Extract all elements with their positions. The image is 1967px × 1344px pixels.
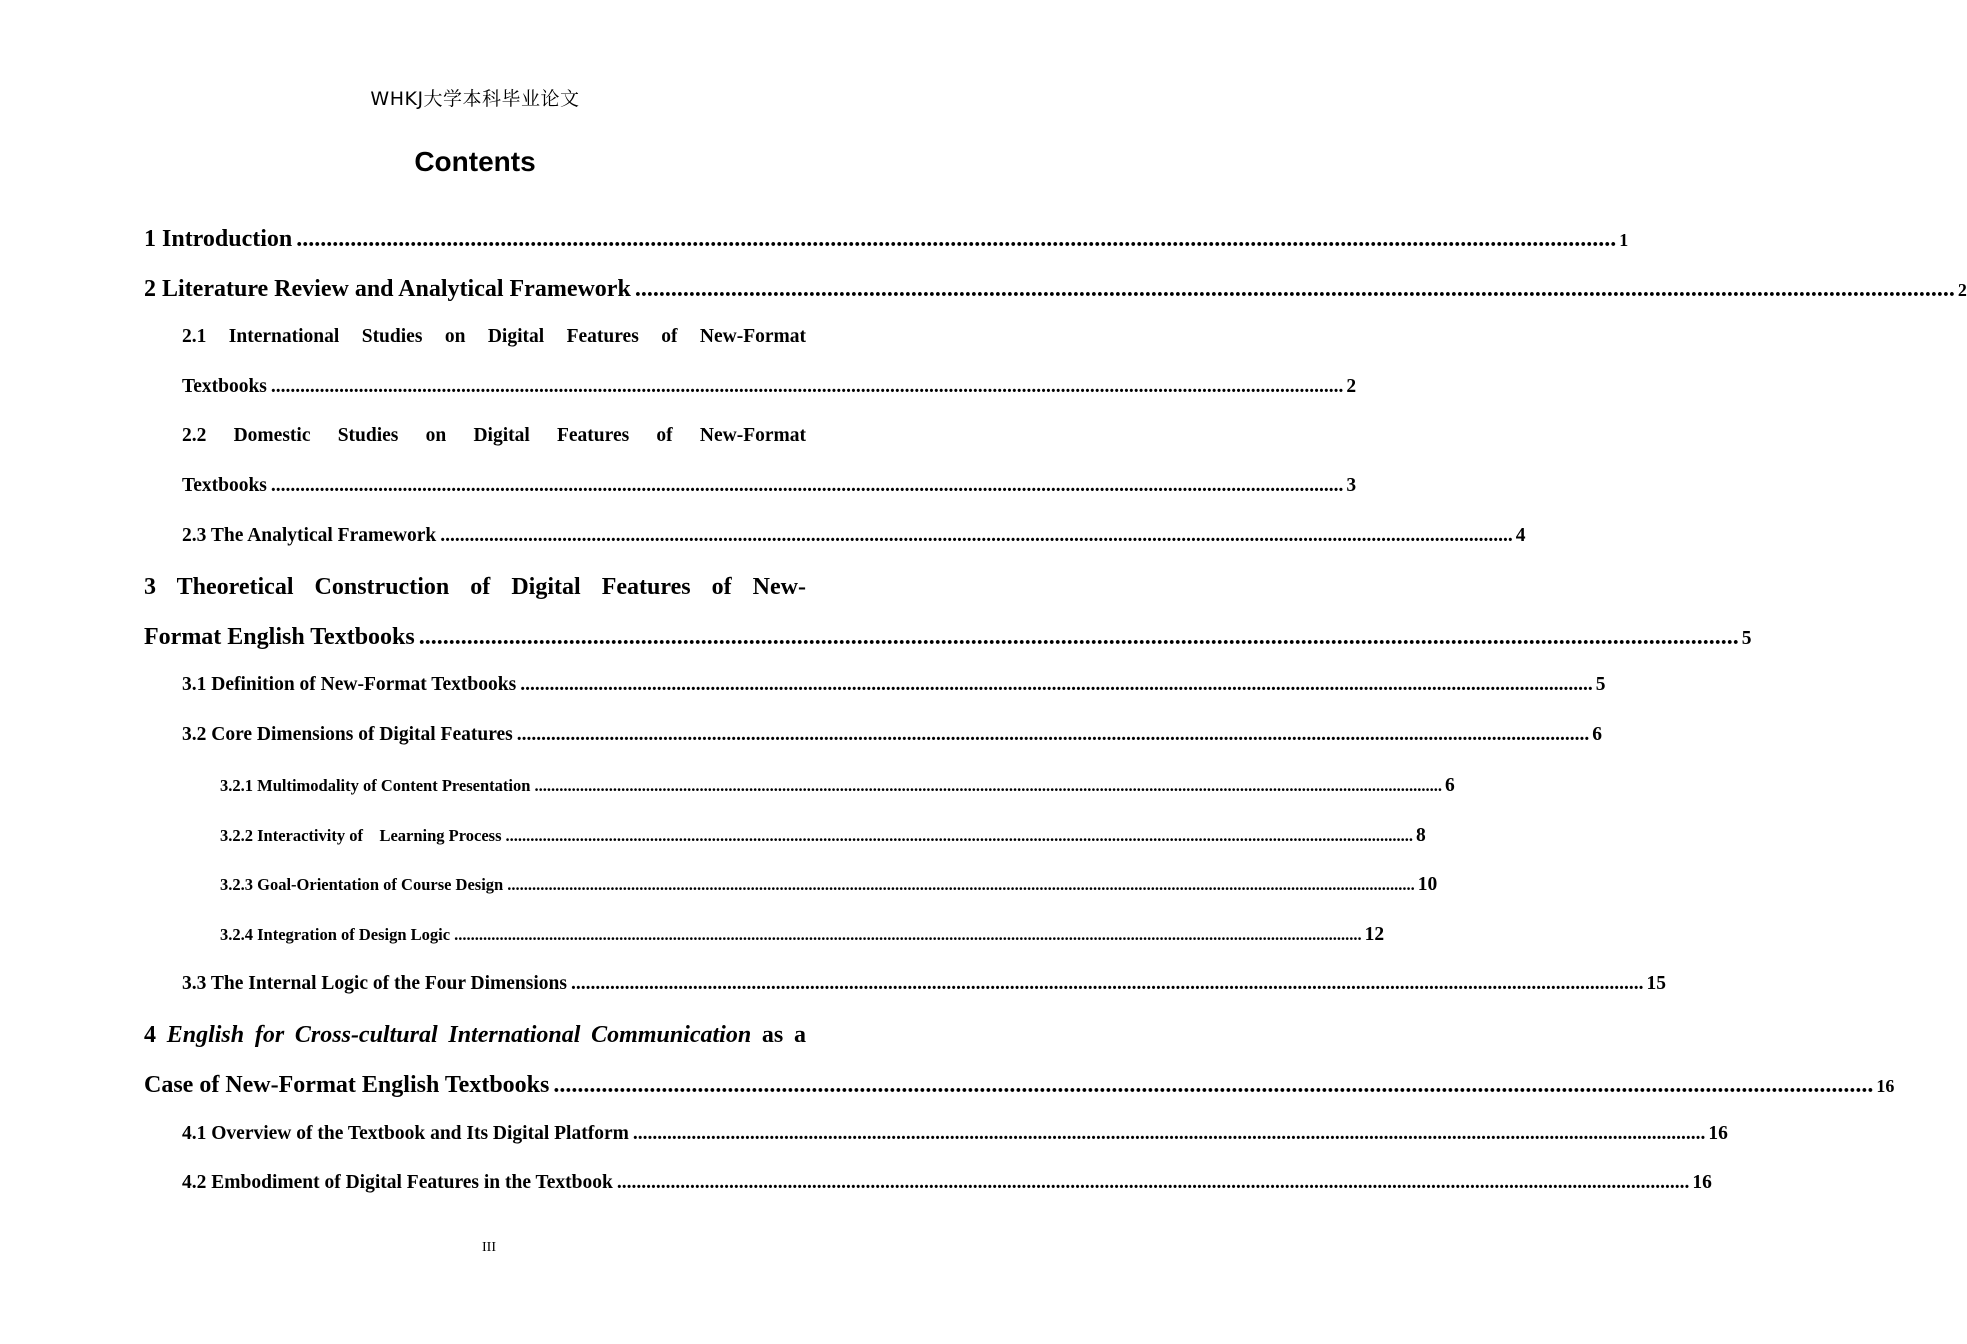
toc-entry-title: 2 Literature Review and Analytical Framework [144, 276, 631, 302]
toc-entry-title: Textbooks [182, 376, 267, 397]
dot-leader: ............................................................................................................................................................................................................................ [516, 724, 1590, 745]
toc-page-number: 10 [1417, 874, 1438, 895]
toc-entry-suffix: as a [751, 1022, 806, 1048]
dot-leader: ............................................................................................................................................................................................................................ [634, 276, 1955, 302]
toc-entry-2-3[interactable] [182, 525, 1526, 547]
toc-entry-title: 3.2.2 Interactivity of Learning Process [220, 826, 502, 845]
page-title: Contents [414, 146, 536, 177]
dot-leader: ............................................................................................................................................................................................................................ [505, 826, 1414, 845]
dot-leader: ............................................................................................................................................................................................................................ [570, 973, 1644, 994]
toc-entry-4-1[interactable] [182, 1123, 1728, 1145]
dot-leader: ............................................................................................................................................................................................................................ [616, 1172, 1690, 1193]
toc-entry-title: 3.2.1 Multimodality of Content Presentation [220, 776, 531, 795]
toc-entry-1[interactable] [144, 226, 1629, 253]
toc-page-number: 3 [1346, 475, 1357, 496]
toc-entry-4-line[interactable] [144, 1022, 806, 1049]
dot-leader: ............................................................................................................................................................................................................................ [507, 875, 1415, 894]
toc-entry-title: 4.2 Embodiment of Digital Features in the Textbook [182, 1172, 613, 1193]
toc-entry-title: 3.1 Definition of New-Format Textbooks [182, 674, 517, 695]
toc-entry-4-2[interactable] [182, 1172, 1712, 1194]
toc-page-number: 12 [1364, 924, 1385, 945]
toc-entry-2-2[interactable] [182, 475, 1357, 497]
toc-entry-title: 3.2 Core Dimensions of Digital Features [182, 724, 513, 745]
toc-page-number: 16 [1876, 1076, 1895, 1096]
toc-page-number: 5 [1741, 628, 1752, 649]
toc-page-number: 8 [1416, 825, 1426, 846]
toc-entry-title: 2.3 The Analytical Framework [182, 525, 437, 546]
toc-page-number: 4 [1515, 525, 1526, 546]
toc-entry-3-line[interactable]: 3 Theoretical Construction of Digital Features of New- [144, 574, 806, 600]
toc-entry-2-1[interactable] [182, 376, 1357, 398]
toc-entry-title: 4.1 Overview of the Textbook and Its Digital Platform [182, 1123, 629, 1144]
toc-entry-title: Case of New-Format English Textbooks [144, 1072, 550, 1098]
toc-page-number: 6 [1592, 724, 1602, 745]
toc-entry-2[interactable] [144, 276, 1967, 303]
page-number: III [482, 1240, 496, 1255]
toc-entry-3-2-4[interactable] [220, 924, 1385, 946]
toc-page-number: 5 [1595, 674, 1606, 695]
toc-entry-3-2-3[interactable] [220, 874, 1438, 896]
dot-leader: ............................................................................................................................................................................................................................ [454, 925, 1362, 944]
toc-page-number: 15 [1646, 973, 1666, 994]
toc-entry-3-3[interactable] [182, 973, 1666, 995]
toc-entry-2-2-line[interactable]: 2.2 Domestic Studies on Digital Features of New-Format [182, 425, 806, 446]
toc-entry-italic-title: English for Cross-cultural International Communication [166, 1022, 752, 1048]
dot-leader: ............................................................................................................................................................................................................................ [440, 525, 1513, 546]
toc-entry-prefix: 4 [144, 1022, 167, 1048]
dot-leader: ............................................................................................................................................................................................................................ [270, 475, 1344, 496]
toc-page-number: 1 [1619, 230, 1629, 250]
running-header: WHKJ大学本科毕业论文 [370, 88, 580, 110]
toc-entry-title: 3.2.3 Goal-Orientation of Course Design [220, 875, 504, 894]
toc-entry-4[interactable] [144, 1072, 1895, 1099]
toc-page-number: 2 [1957, 280, 1967, 300]
toc-entry-2-1-line[interactable]: 2.1 International Studies on Digital Features of New-Format [182, 326, 806, 347]
toc-entry-title: 3.2.4 Integration of Design Logic [220, 925, 451, 944]
dot-leader: ............................................................................................................................................................................................................................ [418, 624, 1739, 650]
toc-entry-title: 1 Introduction [144, 226, 293, 252]
toc-page-number: 6 [1444, 775, 1455, 796]
toc-page-number: 16 [1708, 1123, 1728, 1144]
toc-entry-title: 3.3 The Internal Logic of the Four Dimensions [182, 973, 567, 994]
toc-entry-3[interactable] [144, 624, 1752, 651]
dot-leader: ............................................................................................................................................................................................................................ [296, 226, 1617, 252]
toc-entry-3-1[interactable] [182, 674, 1606, 696]
toc-entry-3-2-1[interactable] [220, 775, 1455, 797]
dot-leader: ............................................................................................................................................................................................................................ [553, 1072, 1874, 1098]
dot-leader: ............................................................................................................................................................................................................................ [534, 776, 1442, 795]
toc-entry-title: Format English Textbooks [144, 624, 415, 650]
dot-leader: ............................................................................................................................................................................................................................ [270, 376, 1344, 397]
toc-page-number: 2 [1346, 376, 1357, 397]
toc-entry-3-2-2[interactable] [220, 825, 1426, 847]
toc-entry-title: Textbooks [182, 475, 267, 496]
dot-leader: ............................................................................................................................................................................................................................ [520, 674, 1593, 695]
toc-entry-3-2[interactable] [182, 724, 1602, 746]
dot-leader: ............................................................................................................................................................................................................................ [632, 1123, 1706, 1144]
toc-page-number: 16 [1692, 1172, 1712, 1193]
